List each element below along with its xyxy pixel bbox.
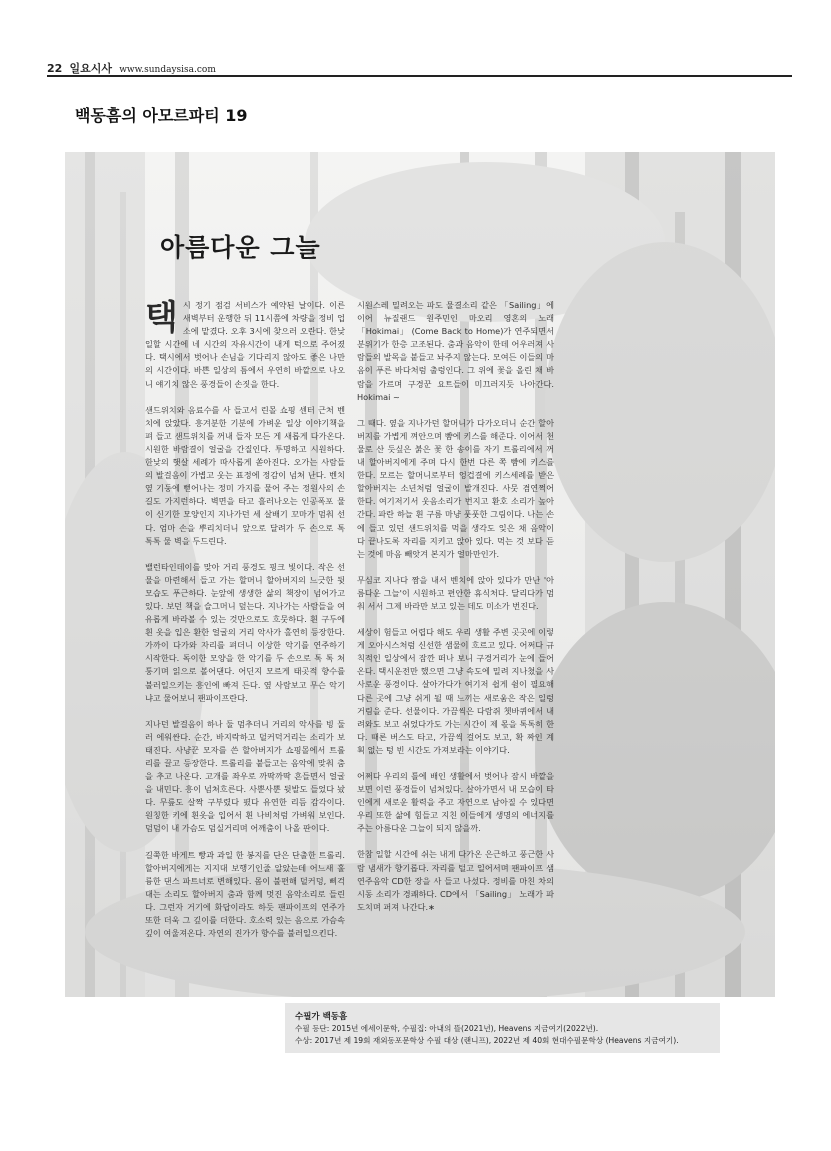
page-number: 22: [47, 62, 63, 75]
essay-paragraph: 무심코 지나다 짬을 내서 벤치에 앉아 있다가 만난 '아름다운 그늘'이 시원하고 편안한 휴식처다. 달리다가 멈춰 서서 그제 바라만 보고 있는 데도 미소가 번진다.: [357, 574, 554, 611]
page-header: [47, 60, 216, 76]
drop-cap: 택: [145, 298, 178, 338]
essay-paragraph: 시원스레 밀려오는 파도 물결소리 같은 「Sailing」에 이어 뉴질랜드 원주민인 마오리 영혼의 노래 「Hokimai」 (Come Back to Home)가 연주되면서 분위기가 한층 고조된다. 춤과 음악이 한데 어우러져 사람들의 발목을 붙들고 놔주지 않는다. 모여든 이들의 마음이 푸른 바다처럼 출렁인다. 그 위에 꽃을 올린 채 바람을 가르며 구경꾼 요트들이 미끄러지듯 나아간다. Hokimai ~: [357, 300, 554, 402]
series-title: 백동흠의 아모르파티 19: [75, 106, 248, 125]
author-bio-line: 수상: 2017년 제 19회 재외동포문학상 수필 대상 (랜니프), 2022년 제 40회 현대수필문학상 (Heavens 지금여기).: [295, 1036, 679, 1045]
essay-title: 아름다운 그늘: [160, 233, 321, 262]
essay-paragraph: 택시 정기 점검 서비스가 예약된 날이다. 이른 새벽부터 운행한 뒤 11시쯤에 차량을 정비 업소에 맡겼다. 오후 3시에 찾으러 오란다. 한낮 일할 시간에 네 시간의 자유시간이 내게 턱으로 주어졌다. 택시에서 벗어나 손님을 기다리지 않아도 좋은 나만의 시간이다. 바쁜 일상의 틈에서 우연히 바깥으로 나오니 얘기치 않은 풍경들이 손짓을 한다.: [145, 298, 345, 389]
essay-right-column: [357, 299, 554, 927]
essay-paragraph: 어쩌다 우리의 틀에 배인 생활에서 벗어나 잠시 바깥을 보면 이런 풍경들이 넘쳐있다. 살아가면서 내 모습이 타인에게 새로운 활력을 주고 자연으로 남아질 수 있다면 우리 또한 삶에 힘들고 지친 이들에게 생명의 에너지를 주는 아름다운 그늘이 되지 않을까.: [357, 771, 554, 834]
publication-name: 일요시사: [69, 62, 113, 75]
essay-paragraph: 길쭉한 바게트 빵과 과일 한 봉지를 단은 단출한 트롤리. 할아버지에게는 지지대 보행기인줄 알았는데 어느새 훌륭한 댄스 파트너로 변해있다. 몸이 불편해 덜커덩, 삐걱대는 소리도 할아버지 춤과 함께 멋진 음악소리로 들린다. 그런자 거기에 화답이라도 하듯 팬파이프의 연주가 또한 더욱 그 깊이를 더한다. 호소력 있는 음으로 가슴속 깊이 여울져온다. 자연의 진가가 향수를 불러일으킨다.: [145, 849, 345, 939]
essay-paragraph: 세상이 험들고 어렵다 해도 우리 생활 주변 곳곳에 이렇게 오아시스처럼 신선한 샘물이 흐르고 있다. 어쩌다 규칙적인 일상에서 잠깐 떠나 보니 구경거리가 눈에 들어온다. 택시운전만 했으면 그냥 속도에 밀려 지나쳤을 사사로운 풍경이다. 살아가다가 여기저 쉽게 쉼이 필요해 다른 곳에 그냥 쉬게 될 때 느끼는 새로움은 작은 일렁거림을 준다. 선물이다. 가끔씩은 다람쥐 쳇바퀴에서 내려와도 보고 쉬었다가도 가는 시간이 제 몫을 톡톡히 한다. 때론 버스도 타고, 가끔씩 걸어도 보고, 확 짜인 계획 없는 텅 빈 시간도 가져보라는 이야기다.: [357, 627, 554, 755]
author-bio-box: [285, 1003, 720, 1053]
essay-left-column: [145, 299, 345, 953]
essay-paragraph: 밸런타인데이를 맞아 거리 풍경도 핑크 빛이다. 작은 선물을 마련해서 들고 가는 할머니 할아버지의 느긋한 뒷모습도 푸근하다. 눈앞에 생생한 삶의 책장이 넘어가고 있다. 보던 책을 슬그머니 덮는다. 지나가는 사람들을 여유롭게 바라볼 수 있는 것만으로도 흐뭇하다. 흰 구두에 흰 옷을 입은 환한 얼굴의 거리 악사가 홀연히 등장한다. 가까이 다가와 자리를 펴더니 이상한 악기를 연주하기 시작한다. 독이한 모양을 한 악기를 두 손으로 톡 톡 쳐 퉁기며 읽으로 볼어댄다. 어딘지 모르게 태곳적 향수를 불러일으키는 흥인에 빠져 든다. 옆 사람보고 무슨 악기냐고 물어보니 팬파이프란다.: [145, 561, 345, 703]
author-bio-title: 수필가 백동흠: [295, 1012, 348, 1022]
header-rule: [47, 75, 792, 77]
publication-url: www.sundaysisa.com: [119, 65, 216, 75]
essay-paragraph: 지나던 발걸음이 하나 둘 멈추더니 거리의 악사를 빙 둘러 에워싼다. 순간, 바지락하고 덜커덕거리는 소리가 보태진다. 사냥꾼 모자를 쓴 할아버지가 쇼핑몰에서 트롤리를 끌고 등장한다. 트롤리를 붙들고는 음악에 맞춰 춤을 추고 나온다. 고개를 좌우로 까딱까딱 흔들면서 얼굴을 내민다. 흥이 넘쳐흐른다. 사뿐사뿐 뒷발도 들었다 놨다. 무릎도 살짝 구부렸다 폈다 유연한 리듬 감각이다. 원칭한 키에 흰옷을 입어서 흰 나비처럼 가벼워 보인다. 덤덤이 내 가슴도 덤실거리며 어깨춤이 나올 판이다.: [145, 718, 345, 834]
author-bio-line: 수필 등단: 2015년 에세이문학, 수필집: 아내의 뜰(2021년), Heavens 지금여기(2022년).: [295, 1024, 599, 1033]
essay-paragraph: 그 때다. 옆을 지나가던 할머니가 다가오더니 순간 할아버지를 가볍게 껴안으며 뺨에 키스를 해준다. 이어서 천물로 산 듯싶은 붉은 꽃 한 송이를 자기 트롤리에서 꺼내 할아버지에게 주며 다시 한번 다른 쪽 뺨에 키스를 한다. 모르는 할머니로부터 엉겁결에 키스세례를 받은 할아버지는 소년처럼 얼굴이 발개진다. 사뭇 겸연쩍어 한다. 여기저기서 웃음소리가 번지고 환호 소리가 높아간다. 파란 하늘 흰 구름 마냥 풋풋한 그림이다. 나는 손에 들고 있던 샌드위치를 먹을 생각도 잊은 채 음악이 다 끝나도록 자리를 지키고 앉아 있다. 먹는 것 보다 듣는 것에 마음 빼앗겨 본지가 얼마만인가.: [357, 417, 554, 559]
essay-paragraph: 한참 일할 시간에 쉬는 내게 다가온 은근하고 풍근한 사람 냄새가 향기롭다. 자리를 털고 일어서며 팬파이프 샘 연주음악 CD한 장을 사 들고 나섰다. 정비를 마친 차의 시동 소리가 경쾌하다. CD에서 「Sailing」 노래가 파도치며 퍼져 나간다.∗: [357, 849, 554, 912]
essay-paragraph: 샌드위치와 음료수를 사 들고서 린몰 쇼핑 센터 근처 벤치에 앉았다. 흥겨분한 기분에 가벼운 일상 이야기책을 펴 들고 샌드위치를 꺼내 들자 모든 게 새롭게 다가온다. 시원한 바람결이 얼굴을 간질인다. 투명하고 시원하다. 한낮의 햇살 세례가 따사롭게 쏟아진다. 오가는 사람들의 발걸음이 가볍고 웃는 표정에 정감이 넘쳐 난다. 벤치 옆 기둥에 뻗어나는 정미 가지를 뭍어 주는 정원사의 손길도 가지런하다. 벽면을 타고 흘러나오는 인공폭포 물이 신기한 모양인지 지나가던 세 살배기 꼬마가 멈춰 선다. 엄마 손을 뿌리치더니 앞으로 달려가 두 손으로 톡 톡톡 물 벽을 두드린다.: [145, 404, 345, 546]
